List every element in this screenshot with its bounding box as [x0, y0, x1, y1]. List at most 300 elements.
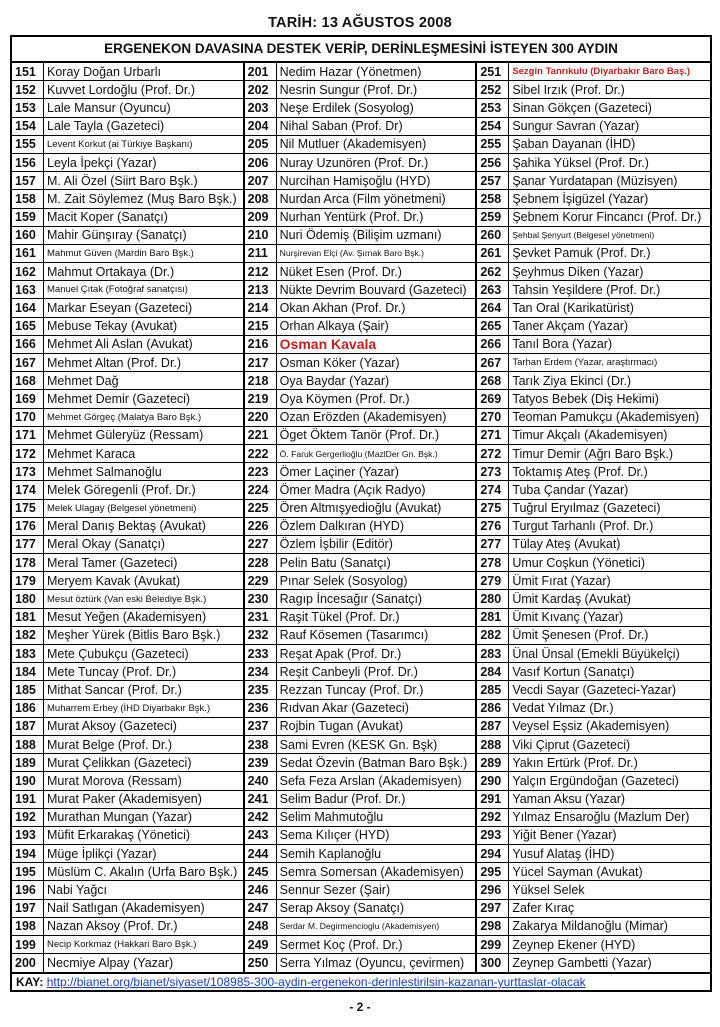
- signatory-name: Necmiye Alpay (Yazar): [47, 956, 174, 971]
- signatory-row: [12, 718, 243, 736]
- signatory-row: [477, 791, 710, 809]
- signatory-row: [245, 681, 476, 699]
- signatory-number: 257: [477, 172, 509, 189]
- signatory-name: Mehmet Güleryüz (Ressam): [47, 428, 204, 443]
- signatory-row: [477, 609, 710, 627]
- signatory-row: [12, 318, 243, 336]
- signatory-number: 225: [245, 500, 277, 517]
- signatory-number: 247: [245, 900, 277, 917]
- source-line: [12, 972, 710, 990]
- signatory-name: Viki Çiprut (Gazeteci): [512, 737, 631, 752]
- signatory-name: Pelin Batu (Sanatçı): [279, 555, 391, 570]
- signatory-number: 254: [477, 118, 509, 135]
- signatory-number: 262: [477, 263, 509, 280]
- signatory-number: 242: [245, 809, 277, 826]
- document-date: TARİH: 13 AĞUSTOS 2008: [268, 15, 452, 31]
- signatory-row: [12, 281, 243, 299]
- signatory-number: 172: [12, 445, 44, 462]
- signatory-name: Melek Göregenli (Prof. Dr.): [47, 482, 196, 497]
- signatory-row: [12, 881, 243, 899]
- signatory-number: 165: [12, 318, 44, 335]
- signatory-row: [12, 663, 243, 681]
- signatory-number: 162: [12, 263, 44, 280]
- signatory-number: 213: [245, 281, 277, 298]
- signatory-column: [477, 63, 710, 972]
- signatory-number: 212: [245, 263, 277, 280]
- signatory-row: [245, 227, 476, 245]
- signatory-row: [12, 245, 243, 263]
- signatory-row: [477, 572, 710, 590]
- signatory-name: Lale Mansur (Oyuncu): [47, 100, 171, 115]
- signatory-name: Murat Morova (Ressam): [47, 773, 182, 788]
- signatory-name: Orhan Alkaya (Şair): [279, 319, 389, 334]
- signatory-number: 270: [477, 409, 509, 426]
- signatory-name: Şeyhmus Diken (Yazar): [512, 264, 644, 279]
- signatory-row: [12, 936, 243, 954]
- signatory-row: [477, 336, 710, 354]
- signatory-row: [477, 63, 710, 81]
- signatory-number: 152: [12, 81, 44, 98]
- signatory-number: 190: [12, 772, 44, 789]
- signatory-row: [12, 409, 243, 427]
- signatory-name: Muharrem Erbey (İHD Diyarbakır Bşk.): [47, 702, 211, 714]
- signatory-row: [477, 118, 710, 136]
- signatory-row: [12, 172, 243, 190]
- signatory-row: [245, 845, 476, 863]
- signatory-table: [10, 35, 712, 992]
- signatory-number: 231: [245, 609, 277, 626]
- signatory-name: Meral Okay (Sanatçı): [47, 537, 166, 552]
- signatory-name: Yalçın Ergündoğan (Gazeteci): [512, 773, 679, 788]
- signatory-number: 239: [245, 754, 277, 771]
- signatory-row: [245, 445, 476, 463]
- signatory-number: 280: [477, 590, 509, 607]
- signatory-name: Mesut öztürk (Van eski Belediye Bşk.): [47, 593, 207, 605]
- signatory-name: Kuvvet Lordoğlu (Prof. Dr.): [47, 82, 195, 97]
- signatory-number: 224: [245, 481, 277, 498]
- signatory-number: 216: [245, 336, 277, 353]
- signatory-row: [477, 190, 710, 208]
- signatory-name: M. Ali Özel (Siirt Baro Bşk.): [47, 173, 198, 188]
- signatory-name: Mete Çubukçu (Gazeteci): [47, 646, 189, 661]
- signatory-row: [12, 445, 243, 463]
- signatory-row: [245, 754, 476, 772]
- signatory-row: [245, 99, 476, 117]
- signatory-row: [12, 627, 243, 645]
- signatory-row: [477, 736, 710, 754]
- signatory-name: Murat Belge (Prof. Dr.): [47, 737, 173, 752]
- signatory-number: 175: [12, 500, 44, 517]
- signatory-row: [477, 154, 710, 172]
- signatory-name: Serra Yılmaz (Oyuncu, çevirmen): [279, 956, 465, 971]
- signatory-name: Murat Paker (Akademisyen): [47, 792, 202, 807]
- signatory-number: 282: [477, 627, 509, 644]
- signatory-name: Meşher Yürek (Bitlis Baro Bşk.): [47, 628, 221, 643]
- signatory-name: Raşit Tükel (Prof. Dr.): [279, 610, 400, 625]
- signatory-number: 207: [245, 172, 277, 189]
- signatory-number: 278: [477, 554, 509, 571]
- signatory-number: 256: [477, 154, 509, 171]
- signatory-name: Ören Altmışyedioğlu (Avukat): [279, 501, 442, 516]
- signatory-number: 166: [12, 336, 44, 353]
- signatory-number: 220: [245, 409, 277, 426]
- signatory-name: Nihal Saban (Prof. Dr): [279, 119, 403, 134]
- signatory-name: Nurşirevan Elçi (Av. Şırnak Baro Bşk.): [279, 248, 425, 259]
- signatory-name: Oya Baydar (Yazar): [279, 373, 390, 388]
- signatory-row: [245, 700, 476, 718]
- signatory-row: [477, 318, 710, 336]
- signatory-name: Şebnem Korur Fincancı (Prof. Dr.): [512, 210, 702, 225]
- signatory-number: 218: [245, 372, 277, 389]
- signatory-name: Nüket Esen (Prof. Dr.): [279, 264, 402, 279]
- signatory-name: Mesut Yeğen (Akademisyen): [47, 610, 207, 625]
- signatory-number: 156: [12, 154, 44, 171]
- signatory-row: [245, 81, 476, 99]
- signatory-number: 261: [477, 245, 509, 262]
- signatory-name: Sungur Savran (Yazar): [512, 119, 640, 134]
- signatory-number: 251: [477, 63, 509, 80]
- signatory-number: 274: [477, 481, 509, 498]
- signatory-name: Öget Öktem Tanör (Prof. Dr.): [279, 428, 440, 443]
- signatory-number: 171: [12, 427, 44, 444]
- signatory-name: Nail Satlıgan (Akademisyen): [47, 901, 205, 916]
- signatory-number: 188: [12, 736, 44, 753]
- signatory-row: [477, 700, 710, 718]
- signatory-name: Mahmut Ortakaya (Dr.): [47, 264, 175, 279]
- signatory-number: 186: [12, 700, 44, 717]
- signatory-row: [12, 954, 243, 972]
- signatory-number: 271: [477, 427, 509, 444]
- signatory-row: [245, 390, 476, 408]
- signatory-row: [245, 372, 476, 390]
- signatory-name: Ünal Ünsal (Emekli Büyükelçi): [512, 646, 680, 661]
- signatory-number: 281: [477, 609, 509, 626]
- signatory-number: 168: [12, 372, 44, 389]
- signatory-number: 200: [12, 954, 44, 972]
- signatory-name: Sezgin Tanrıkulu (Diyarbakır Baro Baş.): [512, 66, 691, 78]
- signatory-name: Manuel Çıtak (Fotoğraf sanatçısı): [47, 284, 188, 296]
- signatory-number: 287: [477, 718, 509, 735]
- signatory-name: Özlem İşbilir (Editör): [279, 537, 393, 552]
- signatory-row: [477, 954, 710, 972]
- signatory-row: [12, 791, 243, 809]
- signatory-number: 153: [12, 99, 44, 116]
- signatory-name: Osman Köker (Yazar): [279, 355, 400, 370]
- signatory-row: [477, 863, 710, 881]
- signatory-number: 187: [12, 718, 44, 735]
- signatory-number: 157: [12, 172, 44, 189]
- signatory-row: [245, 918, 476, 936]
- signatory-name: Macit Koper (Sanatçı): [47, 210, 168, 225]
- signatory-name: Mithat Sancar (Prof. Dr.): [47, 682, 182, 697]
- signatory-row: [12, 463, 243, 481]
- signatory-name: Ozan Erözden (Akademisyen): [279, 410, 447, 425]
- signatory-row: [245, 190, 476, 208]
- source-link[interactable]: http://bianet.org/bianet/siyaset/108985-300-aydin-ergenekon-derinlestirilsin-kazanan-yurttaslar-olacak: [46, 975, 586, 990]
- signatory-name: Müge İplikçi (Yazar): [47, 846, 157, 861]
- signatory-row: [245, 409, 476, 427]
- signatory-row: [245, 299, 476, 317]
- signatory-name: Sefa Feza Arslan (Akademisyen): [279, 773, 462, 788]
- signatory-name: Mehmet Ali Aslan (Avukat): [47, 337, 193, 352]
- signatory-number: 246: [245, 881, 277, 898]
- signatory-name: Şebnem İşigüzel (Yazar): [512, 191, 649, 206]
- signatory-row: [477, 354, 710, 372]
- signatory-number: 248: [245, 918, 277, 935]
- signatory-name: Sinan Gökçen (Gazeteci): [512, 100, 652, 115]
- signatory-name: Tan Oral (Karikatürist): [512, 301, 634, 316]
- signatory-name: Tuğrul Eryılmaz (Gazeteci): [512, 501, 661, 516]
- signatory-row: [477, 772, 710, 790]
- signatory-row: [12, 609, 243, 627]
- signatory-number: 285: [477, 681, 509, 698]
- signatory-row: [477, 372, 710, 390]
- signatory-row: [245, 863, 476, 881]
- signatory-number: 300: [477, 954, 509, 972]
- signatory-number: 235: [245, 681, 277, 698]
- signatory-name: Nuray Uzunören (Prof. Dr.): [279, 155, 429, 170]
- signatory-number: 295: [477, 863, 509, 880]
- signatory-number: 284: [477, 663, 509, 680]
- signatory-number: 173: [12, 463, 44, 480]
- signatory-row: [12, 136, 243, 154]
- signatory-row: [245, 900, 476, 918]
- signatory-name: Ömer Laçiner (Yazar): [279, 464, 399, 479]
- signatory-number: 159: [12, 209, 44, 226]
- signatory-row: [477, 81, 710, 99]
- signatory-name: Osman Kavala: [279, 336, 377, 353]
- signatory-row: [245, 245, 476, 263]
- signatory-name: Taner Akçam (Yazar): [512, 319, 629, 334]
- signatory-name: Pınar Selek (Sosyolog): [279, 573, 408, 588]
- signatory-number: 228: [245, 554, 277, 571]
- signatory-row: [477, 263, 710, 281]
- signatory-name: Umur Coşkun (Yönetici): [512, 555, 645, 570]
- signatory-name: Rauf Kösemen (Tasarımcı): [279, 628, 429, 643]
- signatory-number: 163: [12, 281, 44, 298]
- signatory-row: [12, 918, 243, 936]
- signatory-number: 164: [12, 299, 44, 316]
- signatory-number: 296: [477, 881, 509, 898]
- signatory-row: [477, 481, 710, 499]
- signatory-name: Timur Demir (Ağrı Baro Bşk.): [512, 446, 673, 461]
- signatory-row: [12, 645, 243, 663]
- signatory-row: [477, 809, 710, 827]
- signatory-row: [12, 845, 243, 863]
- signatory-number: 174: [12, 481, 44, 498]
- signatory-name: Murat Çelikkan (Gazeteci): [47, 755, 192, 770]
- signatory-number: 250: [245, 954, 277, 972]
- signatory-number: 210: [245, 227, 277, 244]
- signatory-row: [12, 590, 243, 608]
- signatory-row: [477, 299, 710, 317]
- signatory-number: 155: [12, 136, 44, 153]
- signatory-name: Yusuf Alataş (İHD): [512, 846, 615, 861]
- signatory-row: [12, 372, 243, 390]
- signatory-row: [12, 390, 243, 408]
- signatory-name: Zeynep Ekener (HYD): [512, 937, 636, 952]
- signatory-row: [245, 354, 476, 372]
- signatory-name: Mebuse Tekay (Avukat): [47, 319, 178, 334]
- signatory-row: [477, 718, 710, 736]
- signatory-name: Mahmut Güven (Mardin Baro Bşk.): [47, 247, 194, 259]
- signatory-row: [245, 954, 476, 972]
- signatory-number: 237: [245, 718, 277, 735]
- signatory-row: [477, 445, 710, 463]
- signatory-name: Nuri Ödemiş (Bilişim uzmanı): [279, 228, 442, 243]
- signatory-row: [245, 118, 476, 136]
- signatory-row: [245, 590, 476, 608]
- signatory-row: [477, 172, 710, 190]
- signatory-name: Semra Somersan (Akademisyen): [279, 864, 464, 879]
- signatory-number: 277: [477, 536, 509, 553]
- signatory-row: [12, 118, 243, 136]
- signatory-row: [12, 263, 243, 281]
- signatory-name: Serdar M. Degirmencioglu (Akademisyen): [279, 921, 440, 932]
- signatory-row: [12, 227, 243, 245]
- signatory-number: 249: [245, 936, 277, 953]
- signatory-row: [477, 227, 710, 245]
- signatory-name: Yaman Aksu (Yazar): [512, 792, 626, 807]
- signatory-name: Yücel Sayman (Avukat): [512, 864, 643, 879]
- signatory-row: [12, 754, 243, 772]
- signatory-name: Mete Tuncay (Prof. Dr.): [47, 664, 177, 679]
- signatory-number: 255: [477, 136, 509, 153]
- signatory-row: [477, 754, 710, 772]
- signatory-name: Tanıl Bora (Yazar): [512, 337, 613, 352]
- signatory-number: 273: [477, 463, 509, 480]
- signatory-number: 177: [12, 536, 44, 553]
- signatory-row: [477, 900, 710, 918]
- signatory-row: [477, 681, 710, 699]
- signatory-row: [12, 681, 243, 699]
- signatory-number: 276: [477, 518, 509, 535]
- signatory-name: Tahsin Yeşildere (Prof. Dr.): [512, 282, 661, 297]
- signatory-number: 205: [245, 136, 277, 153]
- signatory-name: Yiğit Bener (Yazar): [512, 828, 617, 843]
- signatory-number: 222: [245, 445, 277, 462]
- signatory-row: [12, 209, 243, 227]
- signatory-row: [12, 299, 243, 317]
- signatory-name: Sibel Irzık (Prof. Dr.): [512, 82, 625, 97]
- signatory-name: Müslüm C. Akalın (Urfa Baro Bşk.): [47, 864, 238, 879]
- signatory-row: [477, 209, 710, 227]
- signatory-number: 217: [245, 354, 277, 371]
- signatory-row: [477, 536, 710, 554]
- signatory-name: Turgut Tarhanlı (Prof. Dr.): [512, 519, 654, 534]
- signatory-name: Mehmet Demir (Gazeteci): [47, 391, 191, 406]
- signatory-row: [477, 845, 710, 863]
- signatory-row: [12, 427, 243, 445]
- signatory-number: 197: [12, 900, 44, 917]
- signatory-row: [245, 318, 476, 336]
- signatory-name: Nedim Hazar (Yönetmen): [279, 64, 422, 79]
- signatory-number: 151: [12, 63, 44, 80]
- signatory-number: 214: [245, 299, 277, 316]
- signatory-number: 158: [12, 190, 44, 207]
- signatory-name: Selim Badur (Prof. Dr.): [279, 792, 406, 807]
- signatory-name: Reşat Apak (Prof. Dr.): [279, 646, 402, 661]
- signatory-name: Nazan Aksoy (Prof. Dr.): [47, 919, 178, 934]
- signatory-row: [477, 136, 710, 154]
- signatory-row: [477, 245, 710, 263]
- signatory-row: [12, 154, 243, 172]
- signatory-row: [12, 354, 243, 372]
- signatory-number: 234: [245, 663, 277, 680]
- signatory-row: [245, 63, 476, 81]
- page-number: - 2 -: [349, 1000, 371, 1014]
- signatory-number: 259: [477, 209, 509, 226]
- signatory-row: [245, 500, 476, 518]
- signatory-name: Levent Korkut (ai Türkiye Başkanı): [47, 138, 193, 150]
- signatory-number: 189: [12, 754, 44, 771]
- signatory-row: [245, 663, 476, 681]
- signatory-name: Meral Danış Bektaş (Avukat): [47, 519, 206, 534]
- signatory-number: 184: [12, 663, 44, 680]
- signatory-name: Necip Korkmaz (Hakkari Baro Bşk.): [47, 939, 197, 951]
- signatory-number: 253: [477, 99, 509, 116]
- signatory-row: [245, 281, 476, 299]
- signatory-row: [245, 718, 476, 736]
- signatory-name: Okan Akhan (Prof. Dr.): [279, 301, 406, 316]
- signatory-row: [477, 427, 710, 445]
- signatory-name: Zakarya Mildanoğlu (Mimar): [512, 919, 668, 934]
- signatory-name: Tatyos Bebek (Diş Hekimi): [512, 391, 659, 406]
- signatory-number: 238: [245, 736, 277, 753]
- signatory-number: 209: [245, 209, 277, 226]
- signatory-name: Toktamış Ateş (Prof. Dr.): [512, 464, 648, 479]
- signatory-number: 219: [245, 390, 277, 407]
- signatory-number: 227: [245, 536, 277, 553]
- signatory-name: Vedat Yılmaz (Dr.): [512, 701, 614, 716]
- signatory-row: [12, 536, 243, 554]
- signatory-number: 206: [245, 154, 277, 171]
- signatory-number: 258: [477, 190, 509, 207]
- signatory-row: [12, 827, 243, 845]
- signatory-number: 272: [477, 445, 509, 462]
- signatory-number: 204: [245, 118, 277, 135]
- signatory-name: Sermet Koç (Prof. Dr.): [279, 937, 403, 952]
- signatory-row: [477, 627, 710, 645]
- signatory-row: [477, 645, 710, 663]
- signatory-name: Zeynep Gambetti (Yazar): [512, 956, 652, 971]
- signatory-row: [12, 809, 243, 827]
- signatory-number: 194: [12, 845, 44, 862]
- signatory-row: [245, 263, 476, 281]
- signatory-name: Ümit Kıvanç (Yazar): [512, 610, 624, 625]
- signatory-number: 221: [245, 427, 277, 444]
- signatory-row: [12, 572, 243, 590]
- signatory-row: [12, 900, 243, 918]
- signatory-number: 297: [477, 900, 509, 917]
- signatory-number: 183: [12, 645, 44, 662]
- signatory-number: 269: [477, 390, 509, 407]
- signatory-number: 191: [12, 791, 44, 808]
- signatory-name: Markar Eseyan (Gazeteci): [47, 301, 193, 316]
- signatory-name: Özlem Dalkıran (HYD): [279, 519, 404, 534]
- signatory-number: 202: [245, 81, 277, 98]
- signatory-number: 288: [477, 736, 509, 753]
- signatory-name: Selim Mahmutoğlu: [279, 810, 384, 825]
- signatory-row: [245, 136, 476, 154]
- signatory-name: Sema Kılıçer (HYD): [279, 828, 390, 843]
- signatory-name: Nurcihan Hamişoğlu (HYD): [279, 173, 431, 188]
- signatory-row: [12, 81, 243, 99]
- signatory-row: [245, 554, 476, 572]
- signatory-name: Sennur Sezer (Şair): [279, 883, 391, 898]
- signatory-row: [477, 500, 710, 518]
- signatory-number: 293: [477, 827, 509, 844]
